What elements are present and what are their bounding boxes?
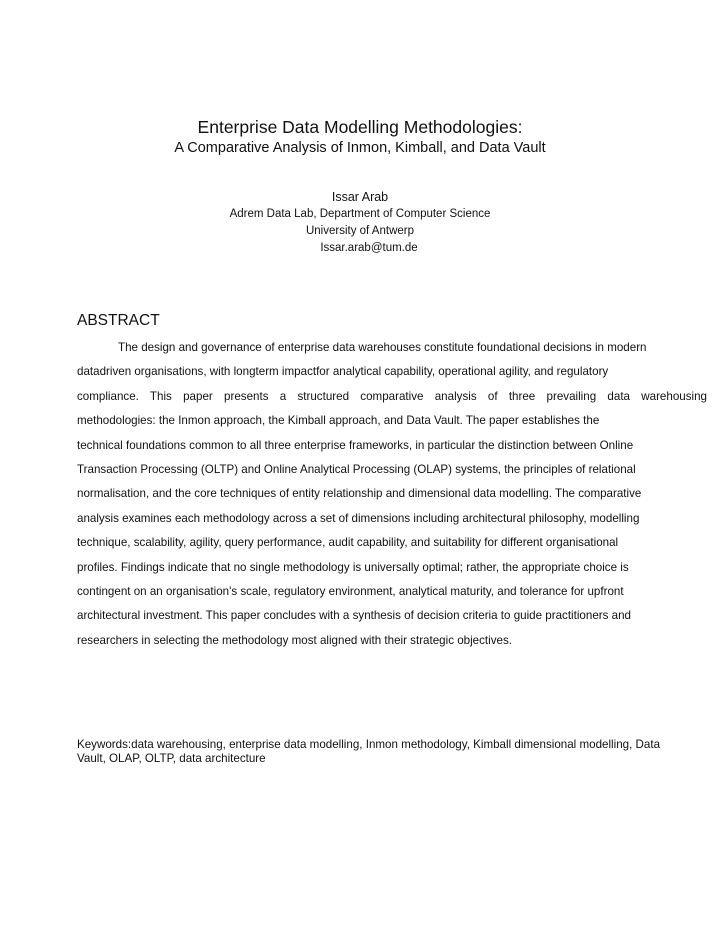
abstract-body (77, 336, 707, 653)
paper-title: Enterprise Data Modelling Methodologies: (197, 117, 523, 137)
abstract-line: contingent on an organisation's scale, regulatory environment, analytical maturity, and tolerance for upfront (77, 585, 624, 599)
abstract-line: The design and governance of enterprise data warehouses constitute foundational decisions in modern (118, 341, 647, 354)
abstract-line: normalisation, and the core techniques of entity relationship and dimensional data modelling. The comparative (77, 487, 642, 501)
abstract-line: researchers in selecting the methodology most aligned with their strategic objectives. (77, 633, 512, 647)
author-affiliation: Adrem Data Lab, Department of Computer Science (229, 208, 491, 220)
title-block (0, 116, 720, 158)
keywords-text: data warehousing, enterprise data modelling, Inmon methodology, Kimball dimensional modelling, Data Vault, OLAP, OLTP, data architecture (77, 738, 661, 765)
abstract-line: compliance. This paper presents a structured comparative analysis of three prevailing data warehousing (77, 389, 707, 403)
author-block (0, 188, 720, 257)
author-email: Issar.arab@tum.de (320, 242, 418, 254)
abstract-heading: ABSTRACT (77, 312, 160, 329)
author-institution: University of Antwerp (305, 225, 414, 237)
abstract-line: architectural investment. This paper concludes with a synthesis of decision criteria to guide practitioners and (77, 609, 631, 623)
abstract-line: technical foundations common to all three enterprise frameworks, in particular the distinction between Online (77, 438, 634, 452)
abstract-line: technique, scalability, agility, query performance, audit capability, and suitability for different organisational (77, 536, 619, 550)
abstract-line: Transaction Processing (OLTP) and Online Analytical Processing (OLAP) systems, the principles of relational (77, 463, 636, 477)
paper-subtitle: A Comparative Analysis of Inmon, Kimball, and Data Vault (174, 140, 546, 156)
author-name: Issar Arab (331, 190, 389, 204)
abstract-line: profiles. Findings indicate that no single methodology is universally optimal; rather, the appropriate choice is (77, 560, 629, 574)
keywords (77, 738, 677, 766)
keywords-label: Keywords: (77, 738, 132, 751)
abstract-line: analysis examines each methodology across a set of dimensions including architectural philosophy, modelling (77, 511, 640, 525)
abstract-line: datadriven organisations, with longterm impactfor analytical capability, operational agility, and regulatory (77, 365, 609, 379)
abstract-line: methodologies: the Inmon approach, the Kimball approach, and Data Vault. The paper establishes the (77, 414, 600, 428)
